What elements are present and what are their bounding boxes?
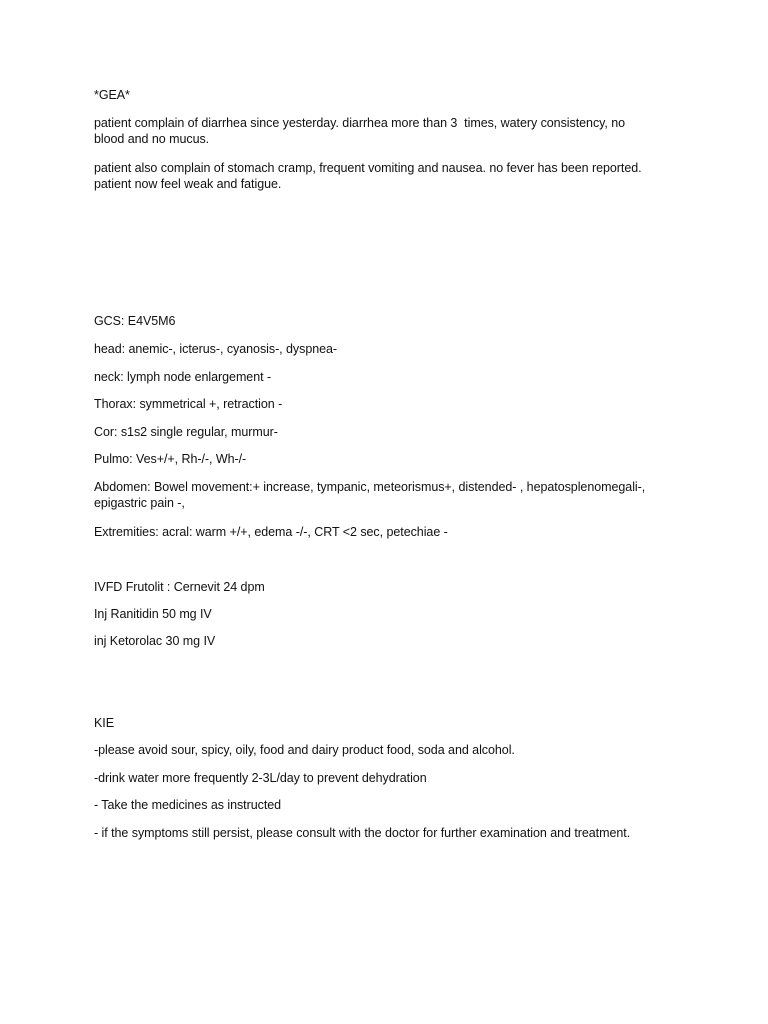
exam-gcs	[94, 313, 694, 329]
education-title-text: KIE	[94, 716, 114, 730]
education-line: -please avoid sour, spicy, oily, food and dairy product food, soda and alcohol.	[94, 743, 515, 757]
education-item-3	[94, 797, 694, 813]
heading-text: *GEA*	[94, 88, 130, 102]
exam-line: neck: lymph node enlargement -	[94, 370, 272, 384]
education-line: -drink water more frequently 2-3L/day to prevent dehydration	[94, 771, 427, 785]
exam-cor	[94, 424, 694, 440]
therapy-line: Inj Ranitidin 50 mg IV	[94, 607, 212, 621]
exam-line: Abdomen: Bowel movement:+ increase, tympanic, meteorismus+, distended- , hepatosplenomegali-,	[94, 480, 646, 494]
exam-pulmo	[94, 451, 694, 467]
exam-thorax	[94, 396, 694, 412]
education-line: - if the symptoms still persist, please consult with the doctor for further examination and treatment.	[94, 826, 631, 840]
exam-line: head: anemic-, icterus-, cyanosis-, dyspnea-	[94, 342, 338, 356]
exam-neck	[94, 369, 694, 385]
exam-line: Thorax: symmetrical +, retraction -	[94, 397, 283, 411]
history-line: patient complain of diarrhea since yesterday. diarrhea more than 3 times, watery consistency, no	[94, 116, 626, 130]
therapy-item-2	[94, 606, 694, 622]
therapy-item-3	[94, 633, 694, 649]
exam-abdomen	[94, 479, 694, 511]
therapy-item-1	[94, 579, 694, 595]
exam-line: Extremities: acral: warm +/+, edema -/-, CRT <2 sec, petechiae -	[94, 525, 448, 539]
education-title	[94, 715, 694, 731]
section-heading-gea	[94, 87, 694, 103]
exam-line: Pulmo: Ves+/+, Rh-/-, Wh-/-	[94, 452, 247, 466]
therapy-line: inj Ketorolac 30 mg IV	[94, 634, 216, 648]
exam-line: GCS: E4V5M6	[94, 314, 176, 328]
history-line: blood and no mucus.	[94, 132, 210, 146]
education-line: - Take the medicines as instructed	[94, 798, 282, 812]
history-paragraph-1	[94, 115, 694, 147]
exam-line: epigastric pain -,	[94, 496, 185, 510]
exam-extremities	[94, 524, 694, 540]
exam-line: Cor: s1s2 single regular, murmur-	[94, 425, 278, 439]
education-item-1	[94, 742, 694, 758]
history-line: patient now feel weak and fatigue.	[94, 177, 282, 191]
therapy-line: IVFD Frutolit : Cernevit 24 dpm	[94, 580, 265, 594]
history-line: patient also complain of stomach cramp, frequent vomiting and nausea. no fever has been reported.	[94, 161, 642, 175]
exam-head	[94, 341, 694, 357]
education-item-4	[94, 825, 694, 841]
history-paragraph-2	[94, 160, 694, 192]
education-item-2	[94, 770, 694, 786]
